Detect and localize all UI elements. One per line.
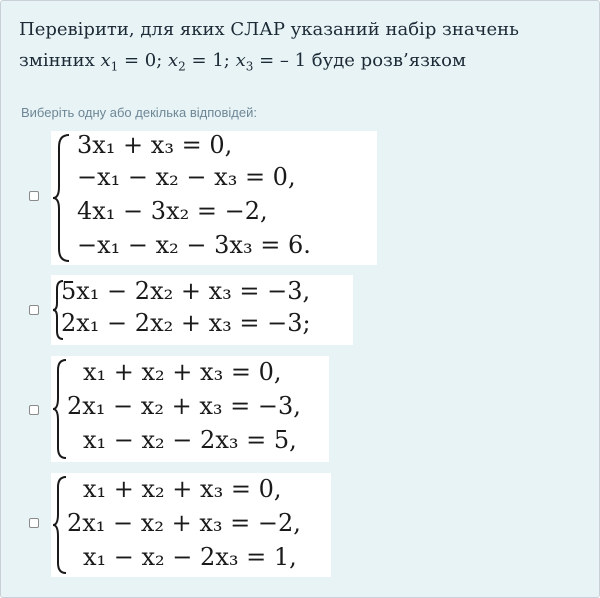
equation-row: 2x₁ − x₂ + x₃ = −3, — [67, 392, 301, 420]
var-x2-sub: 2 — [178, 59, 186, 74]
answer-prompt: Виберіть одну або декілька відповідей: — [21, 105, 257, 120]
answer-checkbox-1[interactable] — [29, 191, 39, 201]
equation-row: 4x₁ − 3x₂ = −2, — [77, 197, 268, 225]
equation-row: 2x₁ − 2x₂ + x₃ = −3; — [61, 309, 311, 337]
answer-checkbox-4[interactable] — [29, 518, 39, 528]
equation-row: 2x₁ − x₂ + x₃ = −2, — [67, 509, 301, 537]
question-text-main: Перевірити, для яких СЛАР указаний набір значень змінних — [19, 19, 519, 71]
equation-system-1 — [51, 131, 377, 265]
answer-checkbox-2[interactable] — [29, 305, 39, 315]
equation-row: x₁ + x₂ + x₃ = 0, — [83, 475, 282, 503]
answer-checkbox-3[interactable] — [29, 405, 39, 415]
var-x3-value: = – 1 буде розв’язком — [253, 50, 466, 71]
var-x1-sub: 1 — [110, 59, 119, 74]
equation-system-3 — [51, 356, 329, 462]
equation-row: 5x₁ − 2x₂ + x₃ = −3, — [61, 277, 311, 305]
left-brace-icon — [51, 131, 75, 265]
equation-row: −x₁ − x₂ − 3x₃ = 6. — [77, 231, 311, 259]
var-x2-value: = 1; — [185, 50, 236, 71]
question-text — [19, 14, 589, 83]
equation-row: x₁ − x₂ − 2x₃ = 5, — [83, 426, 297, 454]
equation-row: 3x₁ + x₃ = 0, — [77, 131, 233, 159]
equation-row: x₁ − x₂ − 2x₃ = 1, — [83, 543, 297, 571]
equation-row: x₁ + x₂ + x₃ = 0, — [83, 358, 282, 386]
var-x2: x — [168, 50, 179, 71]
var-x3-sub: 3 — [245, 59, 254, 74]
equation-row: −x₁ − x₂ − x₃ = 0, — [77, 163, 296, 191]
equation-system-4 — [51, 473, 331, 577]
var-x1: x — [100, 50, 111, 71]
equation-system-2 — [51, 275, 353, 345]
var-x3: x — [235, 50, 246, 71]
var-x1-value: = 0; — [118, 50, 169, 71]
